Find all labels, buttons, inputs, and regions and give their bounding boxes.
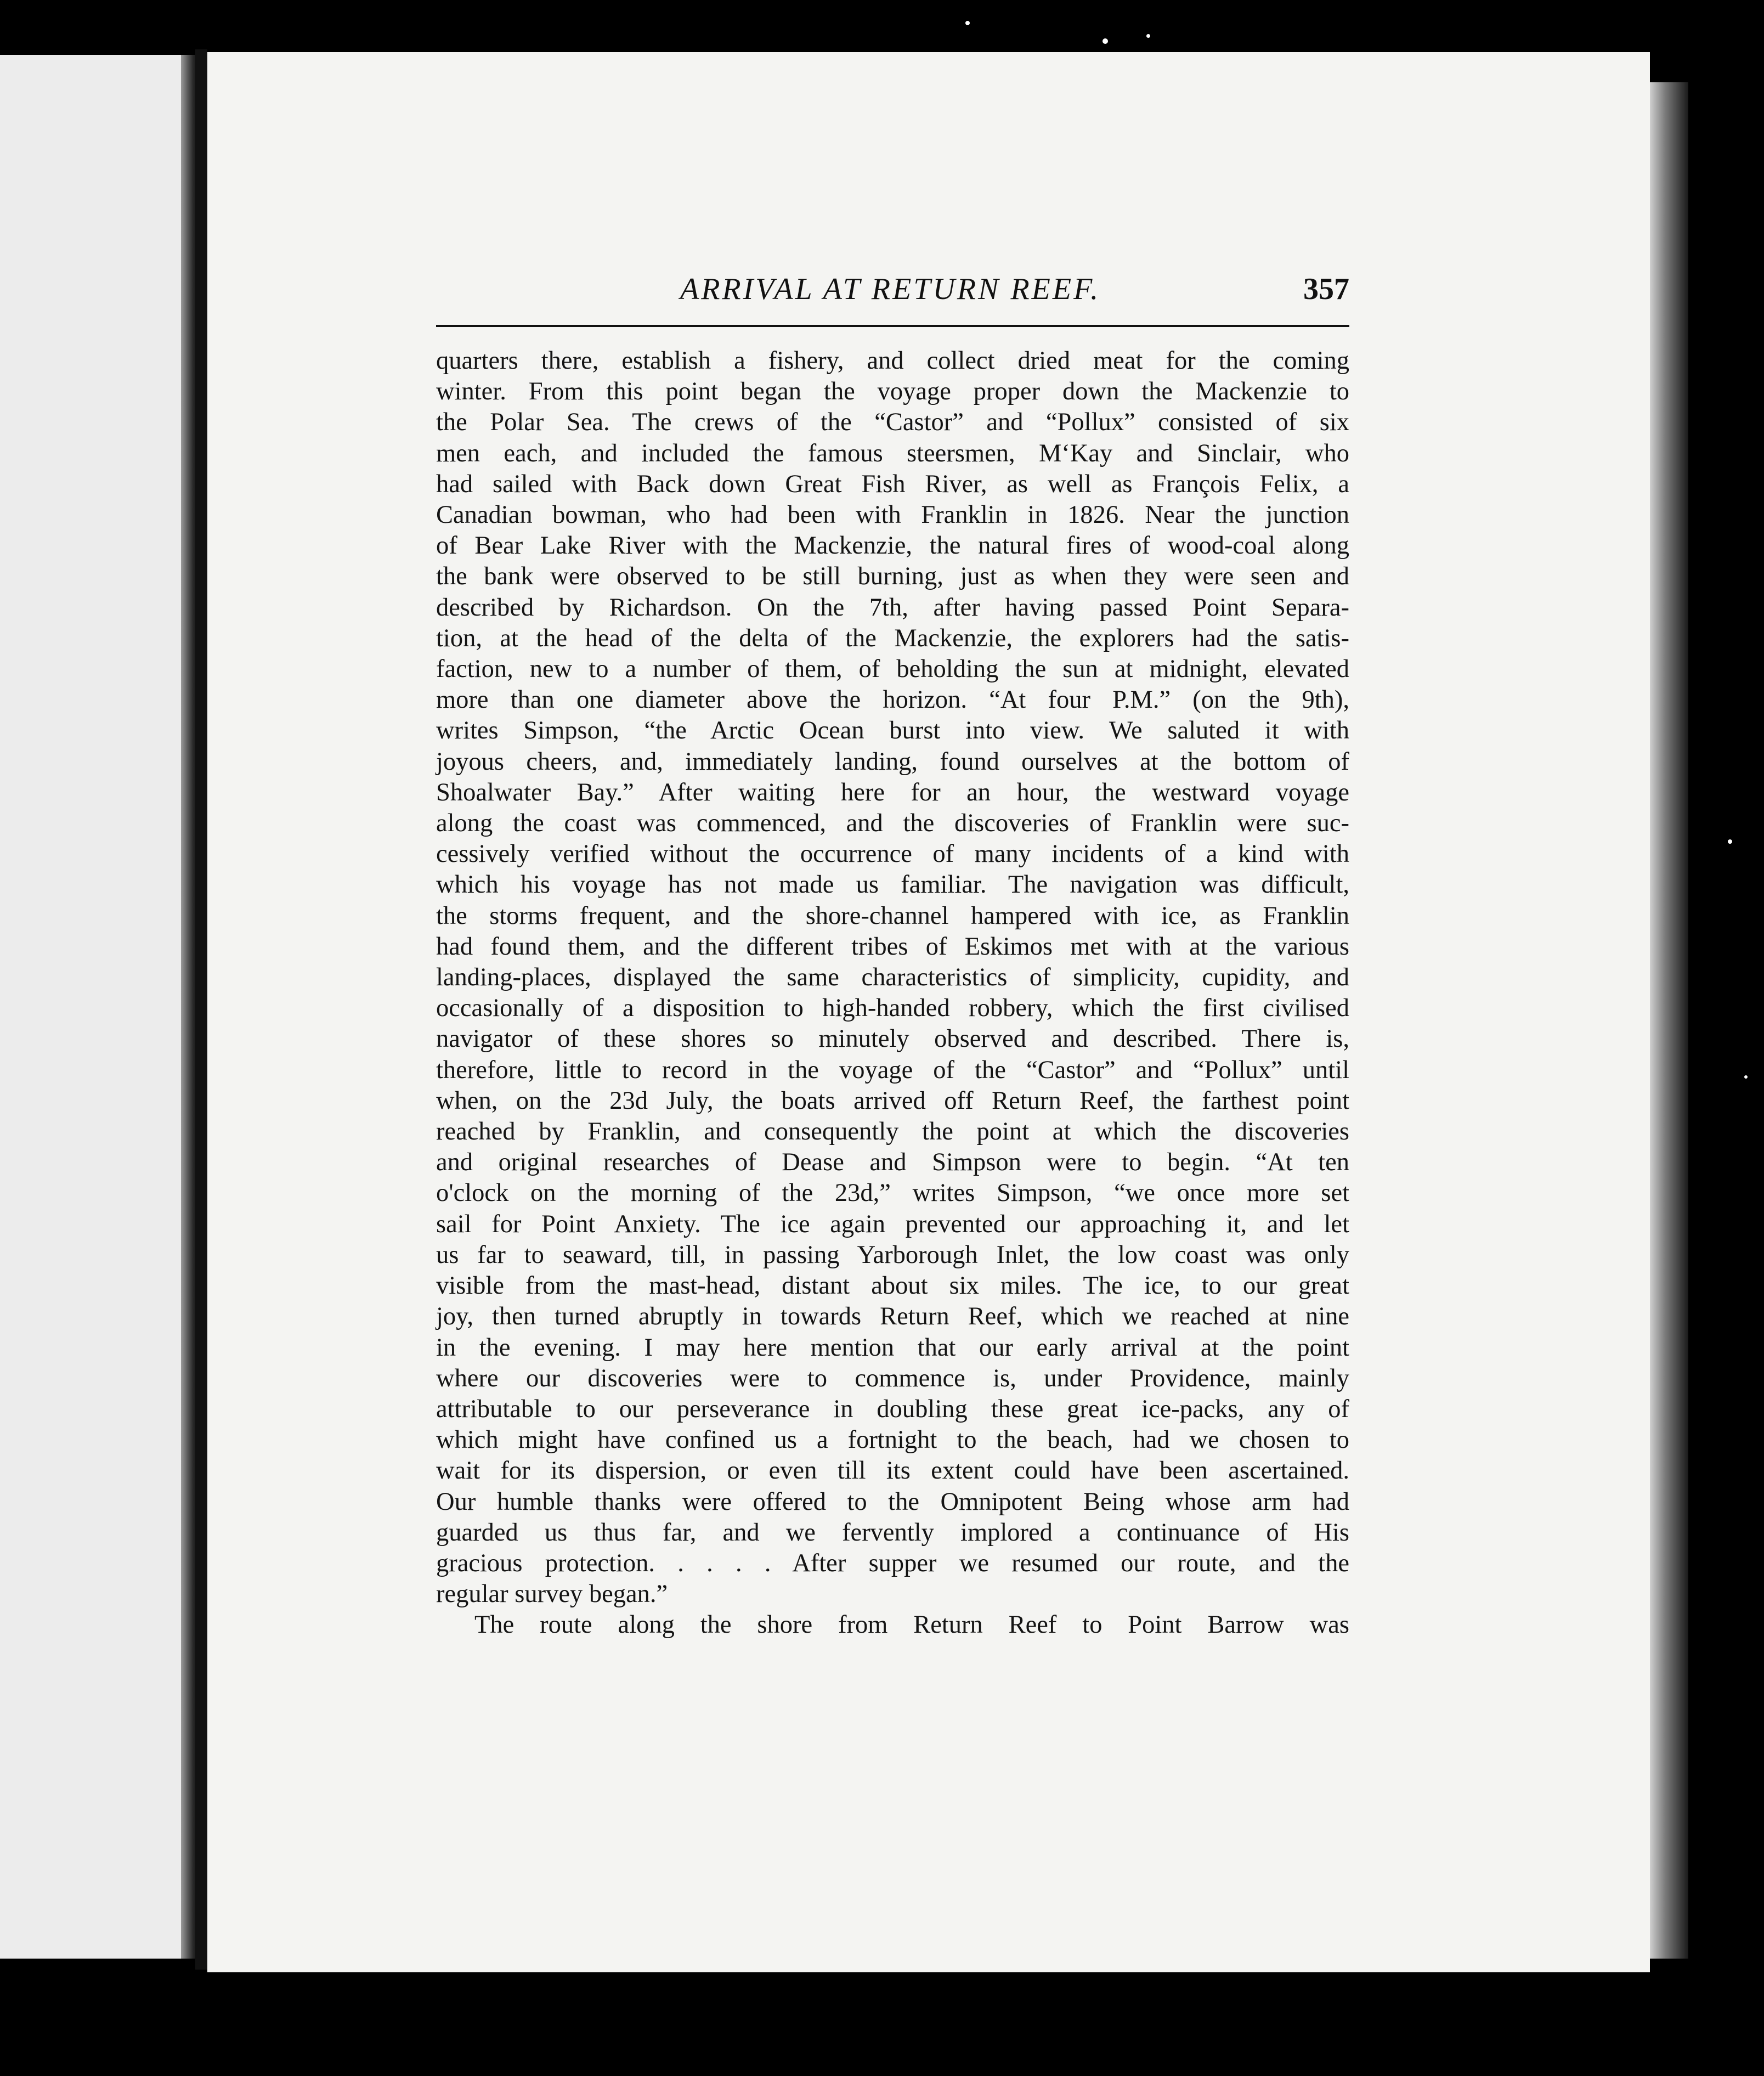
text-line: us far to seaward, till, in passing Yarborough Inlet, the low coast was only [436, 1240, 1349, 1269]
page-number: 357 [1303, 272, 1349, 306]
page-stack-edge [1650, 82, 1688, 1959]
text-line: when, on the 23d July, the boats arrived off Return Reef, the farthest point [436, 1086, 1349, 1115]
text-line: quarters there, establish a fishery, and collect dried meat for the coming [436, 347, 1349, 375]
text-line: Our humble thanks were offered to the Omnipotent Being whose arm had [436, 1487, 1349, 1516]
text-line: joyous cheers, and, immediately landing, found ourselves at the bottom of [436, 747, 1349, 776]
text-line: in the evening. I may here mention that our early arrival at the point [436, 1333, 1349, 1362]
text-line: the storms frequent, and the shore-channel hampered with ice, as Franklin [436, 901, 1349, 930]
text-line: occasionally of a disposition to high-handed robbery, which the first civilised [436, 994, 1349, 1023]
text-line: o'clock on the morning of the 23d,” writes Simpson, “we once more set [436, 1179, 1349, 1208]
text-line: Canadian bowman, who had been with Franklin in 1826. Near the junction [436, 501, 1349, 529]
text-line: navigator of these shores so minutely observed and described. There is, [436, 1025, 1349, 1053]
text-line: writes Simpson, “the Arctic Ocean burst into view. We saluted it with [436, 717, 1349, 745]
text-line: visible from the mast-head, distant about six miles. The ice, to our great [436, 1272, 1349, 1300]
scan-speck [1146, 34, 1150, 38]
text-line: the bank were observed to be still burning, just as when they were seen and [436, 562, 1349, 591]
text-line: Shoalwater Bay.” After waiting here for an hour, the westward voyage [436, 778, 1349, 806]
running-head: ARRIVAL AT RETURN REEF. [680, 272, 1101, 306]
left-page-margin [0, 55, 189, 1959]
header-rule [436, 325, 1349, 327]
text-line: which his voyage has not made us familiar. The navigation was difficult, [436, 871, 1349, 899]
paragraph-start-line: The route along the shore from Return Reef to Point Barrow was [474, 1611, 1349, 1639]
paragraph-end-line: regular survey began.” [436, 1580, 668, 1609]
text-line: men each, and included the famous steersmen, M‘Kay and Sinclair, who [436, 439, 1349, 467]
text-line: which might have confined us a fortnight to the beach, had we chosen to [436, 1426, 1349, 1454]
book-gutter [195, 49, 207, 1970]
text-line: had found them, and the different tribes of Eskimos met with at the various [436, 932, 1349, 961]
text-line: reached by Franklin, and consequently the point at which the discoveries [436, 1118, 1349, 1146]
text-line: where our discoveries were to commence is, under Providence, mainly [436, 1364, 1349, 1392]
text-line: described by Richardson. On the 7th, after having passed Point Separa- [436, 593, 1349, 622]
text-line: had sailed with Back down Great Fish River, as well as François Felix, a [436, 470, 1349, 498]
text-line: landing-places, displayed the same characteristics of simplicity, cupidity, and [436, 963, 1349, 992]
scan-speck [965, 21, 970, 25]
scan-speck [1728, 839, 1732, 844]
text-line: gracious protection. . . . . After supper we resumed our route, and the [436, 1549, 1349, 1577]
text-line: more than one diameter above the horizon. “At four P.M.” (on the 9th), [436, 686, 1349, 714]
scan-speck [1744, 1075, 1748, 1079]
text-line: wait for its dispersion, or even till its extent could have been ascertained. [436, 1457, 1349, 1485]
text-line: therefore, little to record in the voyage of the “Castor” and “Pollux” until [436, 1056, 1349, 1084]
text-line: along the coast was commenced, and the discoveries of Franklin were suc- [436, 809, 1349, 838]
scan-speck [1102, 38, 1108, 44]
text-line: guarded us thus far, and we fervently implored a continuance of His [436, 1518, 1349, 1547]
text-line: cessively verified without the occurrence of many incidents of a kind with [436, 840, 1349, 868]
text-line: joy, then turned abruptly in towards Return Reef, which we reached at nine [436, 1302, 1349, 1331]
text-line: sail for Point Anxiety. The ice again prevented our approaching it, and let [436, 1210, 1349, 1238]
text-line: and original researches of Dease and Simpson were to begin. “At ten [436, 1148, 1349, 1177]
text-line: winter. From this point began the voyage proper down the Mackenzie to [436, 377, 1349, 406]
page-header [433, 272, 1349, 315]
text-line: faction, new to a number of them, of beholding the sun at midnight, elevated [436, 655, 1349, 684]
body-text [436, 346, 1349, 1641]
text-line: tion, at the head of the delta of the Mackenzie, the explorers had the satis- [436, 624, 1349, 652]
text-line: of Bear Lake River with the Mackenzie, the natural fires of wood-coal along [436, 532, 1349, 560]
text-line: the Polar Sea. The crews of the “Castor” and “Pollux” consisted of six [436, 408, 1349, 437]
text-line: attributable to our perseverance in doubling these great ice-packs, any of [436, 1395, 1349, 1423]
